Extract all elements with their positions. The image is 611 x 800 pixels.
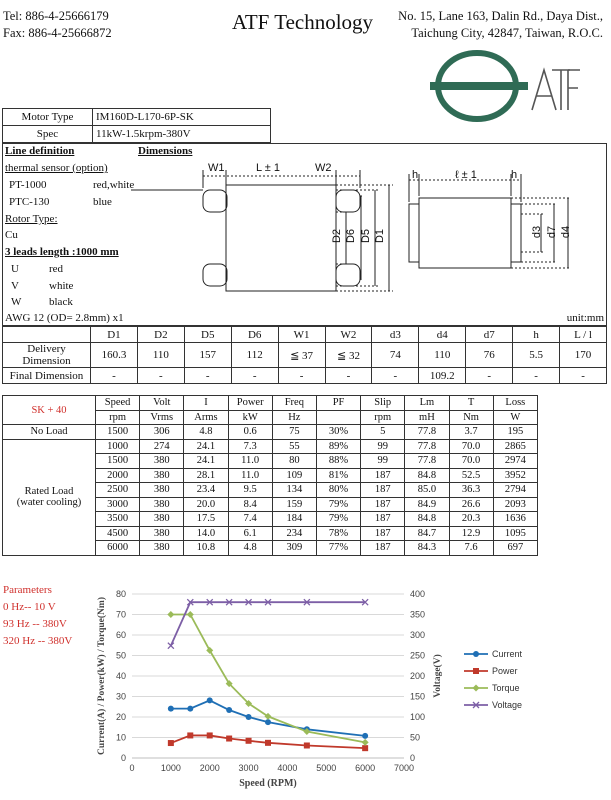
perf-cell: 380 [140, 454, 184, 469]
dimensions-table [2, 326, 607, 384]
perf-cell: 380 [140, 512, 184, 527]
power-point [362, 745, 368, 751]
power-legend-label: Power [492, 666, 518, 676]
l-label: L ± 1 [256, 162, 280, 174]
perf-cell: 20.0 [184, 497, 228, 512]
delivery-dimension-row [3, 343, 607, 368]
y-tick-right: 300 [410, 630, 426, 640]
torque-legend-label: Torque [492, 683, 520, 693]
perf-header-row [3, 396, 538, 411]
company-address [398, 8, 603, 42]
dim-cell: 157 [184, 343, 231, 368]
perf-cell: 274 [140, 439, 184, 454]
dim-cell: 160.3 [91, 343, 138, 368]
power-point [187, 732, 193, 738]
current-point [226, 707, 232, 713]
perf-cell: 4.8 [228, 541, 272, 556]
perf-cell: 2000 [96, 468, 140, 483]
perf-unit: rpm [96, 410, 140, 425]
perf-header: Lm [405, 396, 449, 411]
perf-cell: 20.3 [449, 512, 493, 527]
perf-header: PF [316, 396, 360, 411]
no-load-label: No Load [3, 425, 96, 440]
d4-label: d4 [560, 225, 573, 239]
y-axis-title-left: Current(A) / Power(kW) / Torque(Nm) [97, 597, 107, 755]
current-point [207, 697, 213, 703]
dim-header: W2 [325, 327, 372, 343]
dim-header: D1 [91, 327, 138, 343]
dim-cell: - [466, 368, 513, 384]
current-point [187, 706, 193, 712]
winding-top-left [203, 190, 227, 212]
y-tick-right: 100 [410, 712, 426, 722]
h-right-label: h [511, 169, 518, 181]
brand-title: ATF Technology [232, 10, 374, 34]
perf-cell: 36.3 [449, 483, 493, 498]
parameter-line: 93 Hz -- 380V [3, 618, 67, 630]
spec-value: 11kW-1.5krpm-380V [93, 126, 271, 143]
dim-cell: ≦ 32 [325, 343, 372, 368]
perf-cell: 380 [140, 468, 184, 483]
lead-name-v: V [11, 280, 19, 292]
perf-cell: 159 [272, 497, 316, 512]
perf-header: Slip [361, 396, 405, 411]
parameter-line: 320 Hz -- 380V [3, 635, 73, 647]
winding-bottom-right [336, 264, 360, 286]
lead-color-v: white [49, 280, 74, 292]
dim-header: D6 [231, 327, 278, 343]
dim-cell: - [513, 368, 560, 384]
perf-unit [316, 410, 360, 425]
power-point [226, 736, 232, 742]
perf-header: Power [228, 396, 272, 411]
x-tick: 2000 [199, 763, 220, 773]
perf-header: I [184, 396, 228, 411]
x-tick: 3000 [238, 763, 259, 773]
rated-load-row [3, 439, 538, 454]
tel-text: Tel: 886-4-25666179 [3, 9, 109, 23]
perf-unit: kW [228, 410, 272, 425]
voltage-legend-label: Voltage [492, 700, 523, 710]
perf-cell: 5 [361, 425, 405, 440]
dim-header: L / l [560, 327, 607, 343]
perf-cell: 195 [493, 425, 537, 440]
perf-cell: 1500 [96, 425, 140, 440]
dim-cell: - [137, 368, 184, 384]
dim-cell: 110 [137, 343, 184, 368]
atf-logo [428, 48, 583, 130]
no-load-row [3, 425, 538, 440]
perf-cell: 79% [316, 512, 360, 527]
torque-point [187, 611, 194, 618]
perf-cell: 14.0 [184, 526, 228, 541]
perf-cell: 1636 [493, 512, 537, 527]
row-label: Final Dimension [3, 368, 91, 384]
spec-row [3, 126, 271, 143]
d5-label: D5 [360, 228, 373, 244]
perf-cell: 30% [316, 425, 360, 440]
x-axis-title: Speed (RPM) [239, 778, 297, 789]
perf-header: Loss [493, 396, 537, 411]
parameters-block [3, 582, 72, 650]
perf-cell: 77.8 [405, 454, 449, 469]
power-point [265, 740, 271, 746]
perf-cell: 187 [361, 468, 405, 483]
y-tick-right: 400 [410, 589, 426, 599]
rated-load-label [3, 439, 96, 555]
y-tick-right: 200 [410, 671, 426, 681]
perf-cell: 2093 [493, 497, 537, 512]
perf-cell: 99 [361, 439, 405, 454]
perf-unit: Nm [449, 410, 493, 425]
perf-cell: 187 [361, 497, 405, 512]
power-legend-marker [473, 668, 479, 674]
perf-cell: 70.0 [449, 454, 493, 469]
perf-cell: 4500 [96, 526, 140, 541]
lead-name-w: W [11, 296, 22, 308]
y-tick-left: 60 [115, 630, 126, 640]
perf-header: Volt [140, 396, 184, 411]
l-small-label: ℓ ± 1 [455, 169, 477, 181]
current-point [265, 719, 271, 725]
dim-corner [3, 327, 91, 343]
thermal-name-1: PT-1000 [9, 179, 47, 191]
winding-top-right [336, 190, 360, 212]
perf-header: Speed [96, 396, 140, 411]
perf-cell: 12.9 [449, 526, 493, 541]
dim-header: W1 [278, 327, 325, 343]
perf-cell: 78% [316, 526, 360, 541]
d6-label: D6 [345, 228, 358, 244]
d7-label: d7 [546, 225, 559, 239]
perf-cell: 84.8 [405, 512, 449, 527]
unit-note: unit:mm [566, 312, 604, 324]
perf-cell: 80 [272, 454, 316, 469]
dim-header: d7 [466, 327, 513, 343]
perf-cell: 234 [272, 526, 316, 541]
power-point [304, 742, 310, 748]
perf-cell: 0.6 [228, 425, 272, 440]
perf-cell: 89% [316, 439, 360, 454]
perf-cell: 380 [140, 526, 184, 541]
perf-cell: 1095 [493, 526, 537, 541]
performance-table [2, 395, 538, 556]
thermal-color-1: red,white [93, 179, 135, 191]
perf-unit: W [493, 410, 537, 425]
y-tick-left: 0 [120, 753, 126, 763]
rotor-type-value: Cu [5, 229, 18, 241]
dimensions-title: Dimensions [138, 145, 193, 157]
rated-load-subtitle: (water cooling) [16, 497, 82, 508]
spec-label: Spec [3, 126, 93, 143]
perf-cell: 109 [272, 468, 316, 483]
y-tick-right: 250 [410, 650, 426, 661]
address-line-1: No. 15, Lane 163, Dalin Rd., Daya Dist., [398, 9, 603, 23]
dim-cell: 170 [560, 343, 607, 368]
perf-cell: 3000 [96, 497, 140, 512]
perf-cell: 23.4 [184, 483, 228, 498]
perf-cell: 28.1 [184, 468, 228, 483]
perf-cell: 79% [316, 497, 360, 512]
dim-header: h [513, 327, 560, 343]
dim-header: d4 [419, 327, 466, 343]
perf-cell: 77.8 [405, 439, 449, 454]
line-definition-panel [2, 143, 607, 326]
stator-core [226, 185, 336, 291]
rotor-drawing [403, 168, 583, 278]
perf-cell: 697 [493, 541, 537, 556]
perf-cell: 84.7 [405, 526, 449, 541]
d2-label: D2 [331, 228, 344, 244]
dim-cell: 112 [231, 343, 278, 368]
perf-cell: 1000 [96, 439, 140, 454]
perf-cell: 380 [140, 541, 184, 556]
y-tick-right: 0 [410, 753, 416, 763]
row-label: Delivery Dimension [3, 343, 91, 368]
perf-cell: 75 [272, 425, 316, 440]
y-tick-right: 150 [410, 691, 426, 702]
x-tick: 6000 [355, 763, 376, 773]
rotor-end-ring-right [511, 204, 521, 262]
perf-cell: 2794 [493, 483, 537, 498]
perf-cell: 70.0 [449, 439, 493, 454]
perf-cell: 7.3 [228, 439, 272, 454]
perf-cell: 187 [361, 526, 405, 541]
perf-cell: 6000 [96, 541, 140, 556]
rotor-core [419, 198, 511, 268]
dim-cell: - [184, 368, 231, 384]
performance-chart [94, 584, 534, 794]
voltage-series-line [171, 602, 365, 645]
dim-cell: 5.5 [513, 343, 560, 368]
y-tick-left: 40 [115, 671, 126, 681]
motor-type-value: IM160D-L170-6P-SK [93, 109, 271, 126]
perf-cell: 88% [316, 454, 360, 469]
perf-cell: 2974 [493, 454, 537, 469]
perf-cell: 184 [272, 512, 316, 527]
perf-cell: 380 [140, 483, 184, 498]
y-tick-right: 350 [410, 609, 426, 620]
dim-cell: 76 [466, 343, 513, 368]
dim-cell: - [278, 368, 325, 384]
perf-cell: 24.1 [184, 454, 228, 469]
perf-corner: SK + 40 [3, 396, 96, 425]
perf-cell: 1500 [96, 454, 140, 469]
perf-cell: 7.6 [449, 541, 493, 556]
dim-cell: - [231, 368, 278, 384]
current-point [362, 733, 368, 739]
x-tick: 1000 [160, 763, 181, 773]
motor-type-row [3, 109, 271, 126]
perf-cell: 10.8 [184, 541, 228, 556]
dim-header: D2 [137, 327, 184, 343]
lead-color-u: red [49, 263, 64, 275]
perf-cell: 77.8 [405, 425, 449, 440]
w1-label: W1 [208, 162, 225, 174]
perf-cell: 77% [316, 541, 360, 556]
perf-header: T [449, 396, 493, 411]
perf-cell: 3.7 [449, 425, 493, 440]
power-point [207, 732, 213, 738]
dim-cell: ≦ 37 [278, 343, 325, 368]
torque-legend-marker [473, 685, 480, 692]
perf-unit: Vrms [140, 410, 184, 425]
dim-cell: 109.2 [419, 368, 466, 384]
perf-cell: 187 [361, 483, 405, 498]
power-point [168, 740, 174, 746]
contact-info [3, 8, 112, 42]
dim-header: d3 [372, 327, 419, 343]
final-dimension-row [3, 368, 607, 384]
perf-cell: 306 [140, 425, 184, 440]
perf-cell: 7.4 [228, 512, 272, 527]
perf-unit: Arms [184, 410, 228, 425]
w2-label: W2 [315, 162, 332, 174]
current-legend-marker [473, 651, 479, 657]
dim-header: D5 [184, 327, 231, 343]
perf-cell: 24.1 [184, 439, 228, 454]
perf-cell: 380 [140, 497, 184, 512]
dim-cell: - [325, 368, 372, 384]
x-tick: 5000 [316, 763, 337, 773]
perf-cell: 11.0 [228, 468, 272, 483]
perf-cell: 3952 [493, 468, 537, 483]
perf-cell: 52.5 [449, 468, 493, 483]
torque-point [362, 739, 369, 746]
perf-cell: 17.5 [184, 512, 228, 527]
perf-cell: 309 [272, 541, 316, 556]
y-tick-left: 80 [115, 589, 126, 599]
perf-cell: 11.0 [228, 454, 272, 469]
perf-cell: 2865 [493, 439, 537, 454]
fax-text: Fax: 886-4-25666872 [3, 26, 112, 40]
awg-note: AWG 12 (OD= 2.8mm) x1 [5, 312, 124, 324]
perf-unit: mH [405, 410, 449, 425]
perf-cell: 8.4 [228, 497, 272, 512]
thermal-sensor-title: thermal sensor (option) [5, 162, 108, 174]
y-tick-left: 20 [115, 712, 126, 722]
perf-cell: 84.8 [405, 468, 449, 483]
perf-cell: 85.0 [405, 483, 449, 498]
rotor-end-ring-left [409, 204, 419, 262]
dim-cell: - [372, 368, 419, 384]
x-tick: 0 [129, 763, 135, 773]
winding-bottom-left [203, 264, 227, 286]
perf-cell: 2500 [96, 483, 140, 498]
lead-name-u: U [11, 263, 19, 275]
y-axis-title-right: Voltage(V) [433, 654, 443, 698]
perf-cell: 3500 [96, 512, 140, 527]
dim-cell: 110 [419, 343, 466, 368]
leads-title: 3 leads length :1000 mm [5, 246, 119, 258]
lead-color-w: black [49, 296, 73, 308]
perf-cell: 80% [316, 483, 360, 498]
perf-cell: 81% [316, 468, 360, 483]
dim-cell: - [560, 368, 607, 384]
x-tick: 7000 [393, 763, 415, 773]
logo-bar [430, 82, 528, 90]
thermal-color-2: blue [93, 196, 112, 208]
y-tick-left: 50 [115, 650, 126, 661]
perf-cell: 99 [361, 454, 405, 469]
spec-table [2, 108, 271, 143]
torque-point [167, 611, 174, 618]
perf-cell: 187 [361, 541, 405, 556]
y-tick-right: 50 [410, 732, 421, 743]
perf-cell: 134 [272, 483, 316, 498]
current-point [168, 706, 174, 712]
dim-header-row [3, 327, 607, 343]
perf-cell: 9.5 [228, 483, 272, 498]
line-definition-title: Line definition [5, 145, 75, 157]
power-point [246, 738, 252, 744]
address-line-2: Taichung City, 42847, Taiwan, R.O.C. [411, 26, 603, 40]
perf-cell: 187 [361, 512, 405, 527]
x-tick: 4000 [277, 763, 298, 773]
perf-cell: 84.9 [405, 497, 449, 512]
current-legend-label: Current [492, 649, 523, 659]
y-tick-left: 70 [115, 609, 126, 620]
rotor-type-title: Rotor Type: [5, 213, 58, 225]
perf-unit: Hz [272, 410, 316, 425]
dim-cell: - [91, 368, 138, 384]
perf-cell: 55 [272, 439, 316, 454]
perf-cell: 4.8 [184, 425, 228, 440]
perf-cell: 26.6 [449, 497, 493, 512]
perf-header: Freq [272, 396, 316, 411]
y-tick-left: 10 [115, 732, 126, 743]
motor-type-label: Motor Type [3, 109, 93, 126]
parameters-title: Parameters [3, 584, 52, 596]
current-point [246, 714, 252, 720]
perf-unit: rpm [361, 410, 405, 425]
dim-cell: 74 [372, 343, 419, 368]
parameter-line: 0 Hz-- 10 V [3, 601, 56, 613]
perf-cell: 84.3 [405, 541, 449, 556]
rated-load-title: Rated Load [24, 486, 74, 497]
y-tick-left: 30 [115, 691, 126, 702]
thermal-name-2: PTC-130 [9, 196, 50, 208]
h-left-label: h [412, 169, 419, 181]
d1-label: D1 [374, 228, 387, 244]
d3-label: d3 [531, 225, 544, 239]
logo-letters [532, 70, 580, 110]
perf-cell: 6.1 [228, 526, 272, 541]
